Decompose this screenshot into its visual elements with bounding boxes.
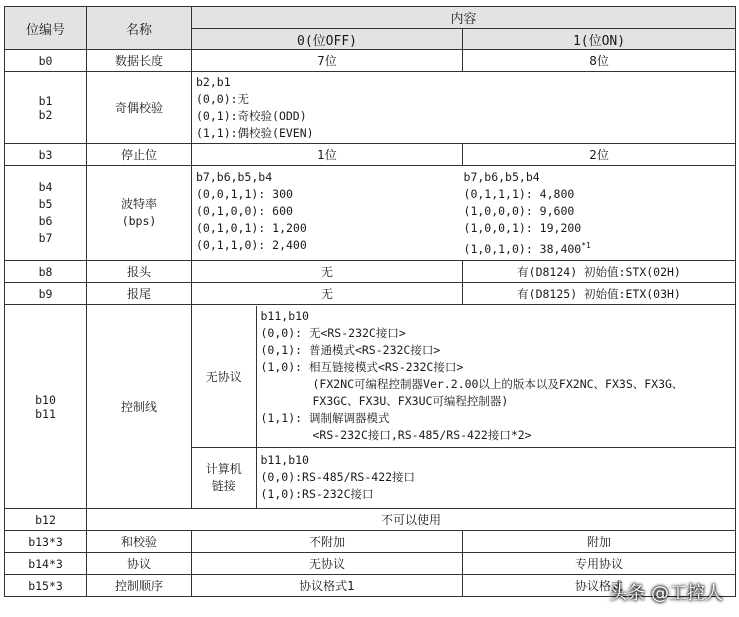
on-cell: 附加 (463, 531, 736, 553)
bit-cell (5, 72, 87, 144)
bit-cell: b3 (5, 144, 87, 166)
name-cell: 数据长度 (87, 50, 192, 72)
table-row (5, 144, 736, 166)
table-row (5, 305, 736, 509)
no-protocol-label: 无协议 (192, 306, 256, 448)
baud-unit: (bps) (121, 214, 157, 228)
bit-cell: b13*3 (5, 531, 87, 553)
bit-label: b1 (38, 93, 53, 108)
option-line: (1,1):偶校验(EVEN) (196, 125, 314, 140)
sub-row-no-protocol (192, 306, 735, 448)
computer-link-options (256, 448, 735, 508)
option-line: (FX2NC可编程控制器Ver.2.00以上的版本以及FX2NC、FX3S、FX3G、 (312, 377, 684, 392)
name-cell: 和校验 (87, 531, 192, 553)
table-row (5, 283, 736, 305)
control-line-subtable (192, 306, 735, 508)
table-row (5, 553, 736, 575)
baud-left (196, 169, 464, 258)
bit-label: b2 (38, 107, 53, 122)
computer-link-label (192, 448, 256, 508)
header-off: 0(位OFF) (192, 29, 463, 50)
off-cell: 无 (192, 283, 463, 305)
off-cell: 协议格式1 (192, 575, 463, 597)
option-line: (0,1,1,0): 2,400 (196, 237, 307, 252)
bit-label: b7 (38, 231, 53, 245)
baud-name: 波特率 (120, 197, 157, 211)
off-cell: 7位 (192, 50, 463, 72)
on-cell: 2位 (463, 144, 736, 166)
parity-options (192, 72, 736, 144)
on-cell: 专用协议 (463, 553, 736, 575)
off-cell: 不附加 (192, 531, 463, 553)
name-cell: 停止位 (87, 144, 192, 166)
option-text: (1,0,1,0): 38,400 (463, 241, 582, 256)
bit-cell: b14*3 (5, 553, 87, 575)
bit-label: b11 (35, 406, 56, 421)
option-line: (0,1,0,1): 1,200 (196, 220, 307, 235)
name-cell: 报尾 (87, 283, 192, 305)
on-cell: 有(D8125) 初始值:ETX(03H) (463, 283, 736, 305)
control-line-options (192, 305, 736, 509)
name-cell: 协议 (87, 553, 192, 575)
option-line (464, 237, 732, 258)
label-line: 链接 (211, 478, 236, 493)
option-line: (0,1): 普通模式<RS-232C接口> (260, 343, 441, 358)
bit-cell (5, 166, 87, 261)
baud-right (464, 169, 732, 258)
option-line: (0,1):奇校验(ODD) (196, 108, 307, 123)
bit-cell: b15*3 (5, 575, 87, 597)
bit-label: b5 (38, 197, 53, 211)
bit-spec-table (4, 6, 736, 597)
bit-cell: b9 (5, 283, 87, 305)
bit-cell: b8 (5, 261, 87, 283)
watermark: 头条 @工控人 (609, 583, 723, 604)
table-row (5, 509, 736, 531)
bit-label: b10 (35, 392, 56, 407)
option-line: <RS-232C接口,RS-485/RS-422接口*2> (312, 428, 532, 443)
option-line: FX3GC、FX3U、FX3UC可编程控制器) (312, 394, 509, 409)
footnote-mark: *1 (581, 240, 591, 250)
name-cell (87, 166, 192, 261)
table-row (5, 50, 736, 72)
option-line: b2,b1 (196, 74, 231, 89)
option-line: b11,b10 (260, 453, 309, 468)
option-line: (1,0): 相互链接模式<RS-232C接口> (260, 360, 464, 375)
header-bit-no: 位编号 (5, 7, 87, 50)
option-line: (0,1,1,1): 4,800 (463, 186, 575, 201)
header-content: 内容 (192, 7, 736, 29)
option-line: (0,0): 无<RS-232C接口> (260, 326, 406, 341)
off-cell: 无 (192, 261, 463, 283)
option-line: (0,0):RS-485/RS-422接口 (260, 470, 416, 485)
option-line: (1,0,0,1): 19,200 (463, 220, 582, 235)
option-line: (0,0):无 (196, 91, 250, 106)
name-cell: 奇偶校验 (87, 72, 192, 144)
header-name: 名称 (87, 7, 192, 50)
bit-cell (5, 305, 87, 509)
sub-row-computer-link (192, 448, 735, 508)
bit-label: b4 (38, 180, 53, 194)
off-cell: 无协议 (192, 553, 463, 575)
table-row (5, 261, 736, 283)
no-protocol-options (256, 306, 735, 448)
on-cell: 8位 (463, 50, 736, 72)
on-cell: 协议格式 (463, 575, 736, 597)
name-cell: 控制顺序 (87, 575, 192, 597)
header-on: 1(位ON) (463, 29, 736, 50)
baud-options (192, 166, 736, 261)
off-cell: 1位 (192, 144, 463, 166)
on-cell: 有(D8124) 初始值:STX(02H) (463, 261, 736, 283)
table-row (5, 531, 736, 553)
header-row-1 (5, 7, 736, 29)
option-line: (0,0,1,1): 300 (196, 186, 293, 201)
bit-label: b6 (38, 214, 53, 228)
option-line: (1,1): 调制解调器模式 (260, 411, 390, 426)
option-line: b11,b10 (260, 309, 309, 324)
unused-cell: 不可以使用 (87, 509, 736, 531)
option-line: (1,0):RS-232C接口 (260, 487, 374, 502)
option-line: b7,b6,b5,b4 (463, 169, 540, 184)
table-row (5, 72, 736, 144)
bit-cell: b0 (5, 50, 87, 72)
option-line: (1,0,0,0): 9,600 (463, 203, 575, 218)
option-line: (0,1,0,0): 600 (196, 203, 293, 218)
label-line: 计算机 (205, 461, 242, 476)
name-cell: 控制线 (87, 305, 192, 509)
bit-cell: b12 (5, 509, 87, 531)
option-line: b7,b6,b5,b4 (196, 169, 273, 184)
name-cell: 报头 (87, 261, 192, 283)
table-row (5, 166, 736, 261)
